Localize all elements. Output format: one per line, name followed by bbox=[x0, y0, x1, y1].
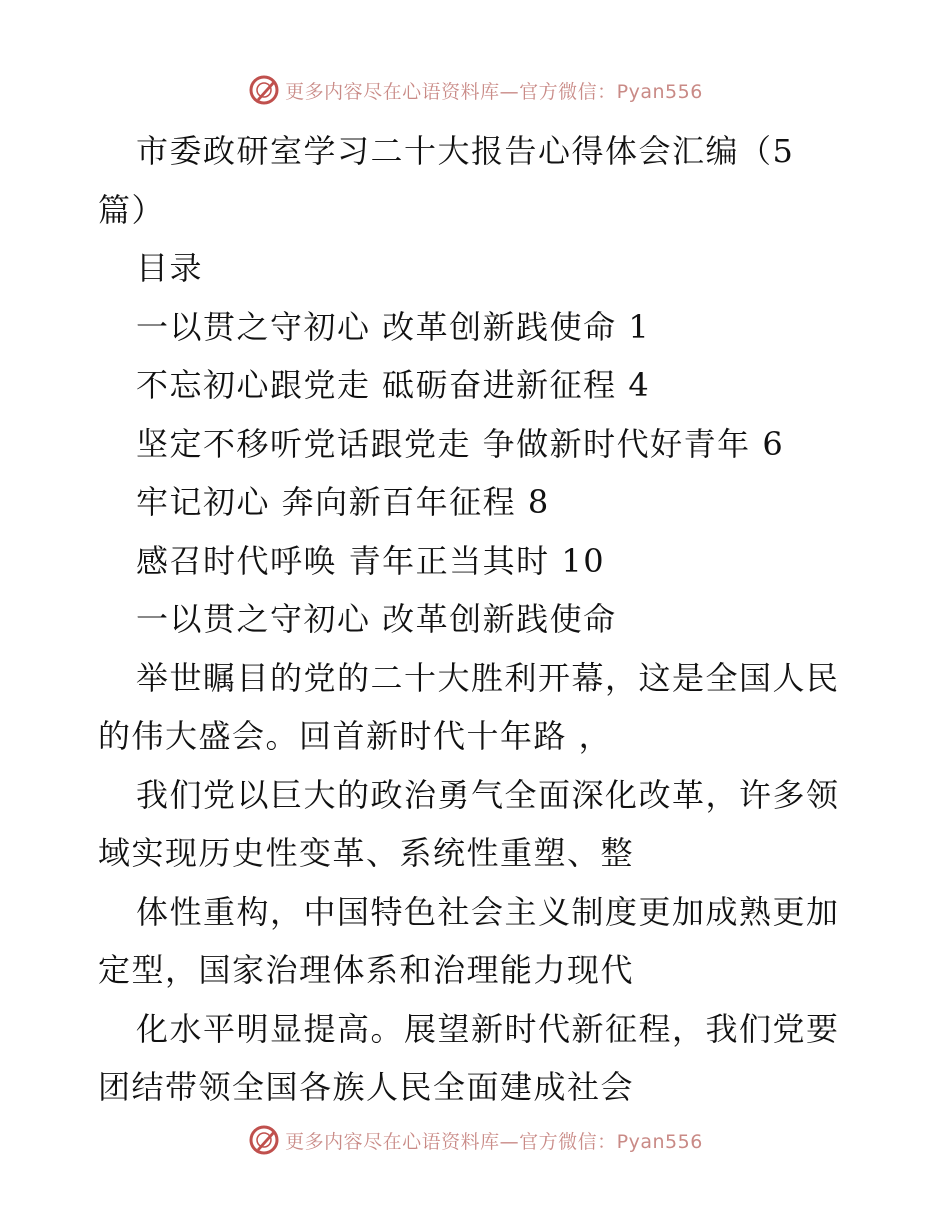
toc-heading: 目录 bbox=[136, 249, 204, 287]
header-watermark bbox=[0, 70, 950, 110]
toc-item: 坚定不移听党话跟党走 争做新时代好青年 6 bbox=[136, 424, 785, 463]
document-title: 市委政研室学习二十大报告心得体会汇编（5 bbox=[136, 132, 795, 170]
pen-logo-icon bbox=[247, 73, 281, 107]
watermark-text: 更多内容尽在心语资料库—官方微信：Pyan556 bbox=[285, 1130, 703, 1153]
paragraph-line: 团结带领全国各族人民全面建成社会 bbox=[98, 1068, 635, 1106]
paragraph-line: 的伟大盛会。回首新时代十年路 ， bbox=[98, 717, 613, 755]
paragraph-line: 举世瞩目的党的二十大胜利开幕，这是全国人民 bbox=[136, 658, 840, 697]
watermark-text: 更多内容尽在心语资料库—官方微信：Pyan556 bbox=[285, 80, 703, 103]
toc-item: 不忘初心跟党走 砥砺奋进新征程 4 bbox=[136, 366, 651, 404]
pen-logo-icon bbox=[247, 1123, 281, 1157]
paragraph-line: 化水平明显提高。展望新时代新征程，我们党要 bbox=[136, 1009, 840, 1048]
paragraph-line: 体性重构，中国特色社会主义制度更加成熟更加 bbox=[136, 892, 840, 931]
toc-item: 一以贯之守初心 改革创新践使命 1 bbox=[136, 307, 651, 346]
paragraph-line: 定型，国家治理体系和治理能力现代 bbox=[98, 951, 635, 989]
document-body bbox=[98, 122, 854, 1117]
section-title: 一以贯之守初心 改革创新践使命 bbox=[136, 600, 617, 638]
paragraph-line: 我们党以巨大的政治勇气全面深化改革，许多领 bbox=[136, 775, 840, 814]
document-title-continued: 篇） bbox=[98, 190, 166, 229]
toc-item: 感召时代呼唤 青年正当其时 10 bbox=[136, 541, 606, 580]
toc-item: 牢记初心 奔向新百年征程 8 bbox=[136, 483, 550, 521]
footer-watermark bbox=[0, 1120, 950, 1160]
paragraph-line: 域实现历史性变革、系统性重塑、整 bbox=[98, 834, 635, 872]
